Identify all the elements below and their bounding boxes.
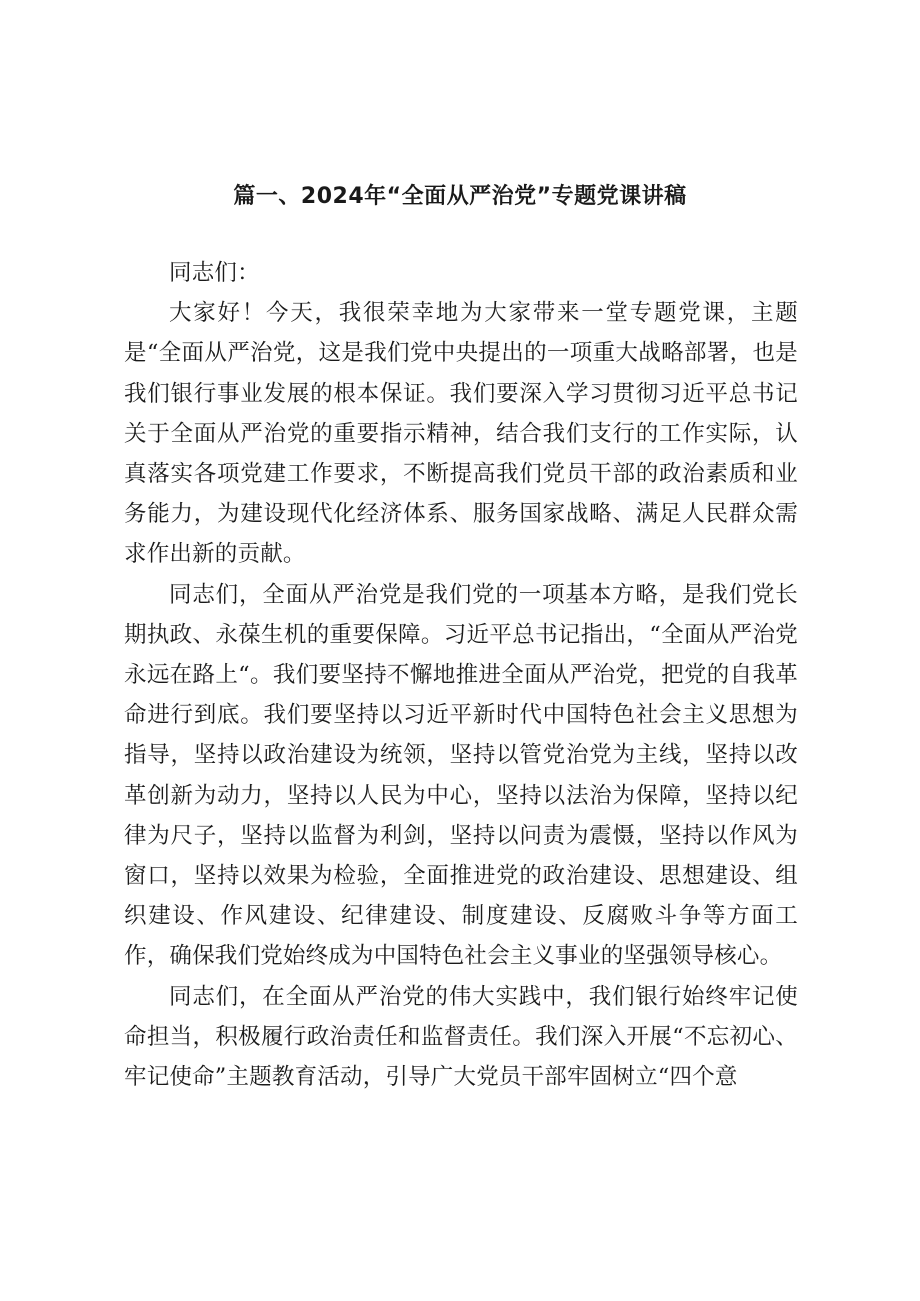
paragraph-1: 大家好！今天，我很荣幸地为大家带来一堂专题党课，主题是“全面从严治党，这是我们党中央提出的一项重大战略部署，也是我们银行事业发展的根本保证。我们要深入学习贯彻习近平总书记关于全面从严治党的重要指示精神，结合我们支行的工作实际，认真落实各项党建工作要求，不断提高我们党员干部的政治素质和业务能力，为建设现代化经济体系、服务国家战略、满足人民群众需求作出新的贡献。 bbox=[124, 300, 798, 568]
document-body bbox=[124, 253, 798, 1097]
paragraph-3: 同志们，在全面从严治党的伟大实践中，我们银行始终牢记使命担当，积极履行政治责任和监督责任。我们深入开展“不忘初心、牢记使命”主题教育活动，引导广大党员干部牢固树立“四个意 bbox=[124, 983, 798, 1091]
salutation: 同志们： bbox=[169, 260, 260, 286]
document-title: 篇一、2024年“全面从严治党”专题党课讲稿 bbox=[233, 184, 687, 209]
paragraph-2: 同志们，全面从严治党是我们党的一项基本方略，是我们党长期执政、永葆生机的重要保障。习近平总书记指出，“全面从严治党永远在路上“。我们要坚持不懈地推进全面从严治党，把党的自我革命进行到底。我们要坚持以习近平新时代中国特色社会主义思想为指导，坚持以政治建设为统领，坚持以管党治党为主线，坚持以改革创新为动力，坚持以人民为中心，坚持以法治为保障，坚持以纪律为尺子，坚持以监督为利剑，坚持以问责为震慑，坚持以作风为窗口，坚持以效果为检验，全面推进党的政治建设、思想建设、组织建设、作风建设、纪律建设、制度建设、反腐败斗争等方面工作，确保我们党始终成为中国特色社会主义事业的坚强领导核心。 bbox=[124, 581, 798, 970]
